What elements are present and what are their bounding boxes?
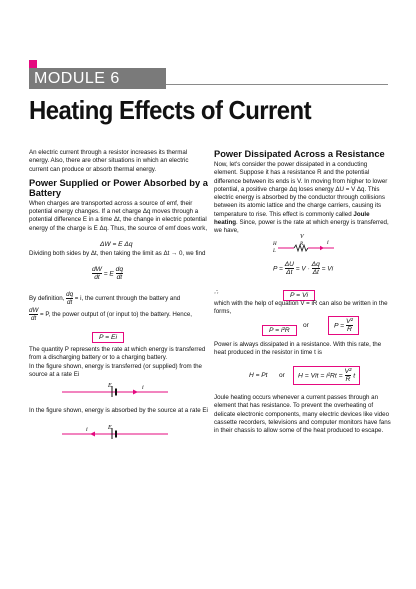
- joule-text-b: . Since, power is the rate at which energy is transferred, we have,: [214, 219, 389, 235]
- or-label-2: or: [279, 372, 285, 379]
- power-output-text: = P, the power output of (or input to) the battery. Hence,: [40, 311, 192, 319]
- figure-battery-absorbing: [60, 424, 170, 440]
- module-marker: [29, 60, 37, 68]
- frac-den: dt: [94, 274, 100, 281]
- left-lower-text: [29, 346, 209, 379]
- label-e: E: [108, 383, 112, 389]
- paragraph-quantity-p: The quantity P represents the rate at which energy is transferred from a discharging battery or to a charging battery.: [29, 346, 206, 362]
- frac-den: R: [345, 375, 351, 383]
- frac-num: dq: [66, 291, 74, 298]
- equation-power-rate: [273, 261, 333, 276]
- box-p-v2r: [328, 314, 359, 335]
- def-text-b: = i, the current through the battery and: [74, 295, 181, 303]
- page-title: Heating Effects of Current: [29, 95, 312, 125]
- right-column: [214, 149, 392, 236]
- left-column: [29, 149, 209, 233]
- frac-den: R: [346, 325, 352, 333]
- box-p-ei: [92, 326, 124, 344]
- current-arrow: [90, 432, 95, 437]
- paragraph-definition: [29, 291, 214, 306]
- frac-num: ΔU: [284, 261, 294, 268]
- label-e: E: [108, 425, 112, 431]
- label-i: i: [142, 385, 144, 391]
- figure-battery-supplying: [60, 382, 170, 398]
- box-heat: [293, 364, 360, 385]
- equation-dwdt: [92, 266, 123, 281]
- paragraph-figure-absorbed: In the figure shown, energy is absorbed by the source at a rate Ei: [29, 407, 208, 414]
- def-text-a: By definition,: [29, 295, 65, 303]
- eq-mid: = E: [103, 270, 114, 278]
- frac-den: dt: [31, 315, 37, 322]
- frac-num: dW: [92, 266, 102, 273]
- equation-dw: ΔW = E Δq: [100, 241, 133, 248]
- equation-h-pt: H = Pt: [249, 372, 268, 379]
- paragraph-power-output: [29, 307, 214, 322]
- label-v: V: [300, 234, 304, 240]
- eq-mid: = V ·: [295, 265, 310, 273]
- paragraph-figure-supplied: In the figure shown, energy is transferred (or supplied) from the source at a rate Ei: [29, 362, 202, 378]
- paragraph-joule-occurs: Joule heating occurs whenever a current passes through an element that has resistance. To prevent the overheating of delicate electronic components, many electric devices like video cassette recorders, televisions and computer monitors have fans in their chassis to allow some of the heat produced to escape.: [214, 394, 391, 435]
- formula-p-i2r: P = i²R: [262, 325, 297, 336]
- heading-power-dissipated: Power Dissipated Across a Resistance: [214, 149, 385, 159]
- frac-den: Δt: [312, 269, 319, 276]
- heading-power-supplied: Power Supplied or Power Absorbed by a Battery: [29, 177, 208, 198]
- formula-p-ei: P = Ei: [92, 332, 124, 343]
- frac-den: dt: [67, 299, 73, 306]
- intro-paragraph: An electric current through a resistor increases its thermal energy. Also, there are other situations in which an electric current can produce or absorb thermal energy.: [29, 149, 189, 173]
- module-rule: [166, 84, 388, 85]
- label-l: L: [273, 249, 276, 254]
- p-v2r-lhs: P =: [334, 322, 345, 329]
- frac-num: V²: [346, 317, 353, 325]
- frac-num: dq: [115, 266, 124, 273]
- paragraph-emf: When charges are transported across a source of emf, their potential energy changes. If a net charge Δq moves through a potential difference E in a time Δt, the change in electric potential energy of the charge is E Δq. Thus, the source of emf does work,: [29, 199, 208, 232]
- box-p-i2r: [262, 319, 297, 337]
- module-label: MODULE 6: [34, 70, 120, 87]
- current-arrow: [320, 246, 324, 250]
- or-label: or: [303, 322, 309, 329]
- paragraph-divide: Dividing both sides by Δt, then taking the limit as Δt → 0, we find: [29, 250, 206, 257]
- current-arrow: [133, 390, 138, 395]
- therefore-symbol: ∴: [214, 289, 219, 296]
- paragraph-heat-produced: Power is always dissipated in a resistance. With this rate, the heat produced in the resistor in time t is: [214, 341, 382, 357]
- heat-end: t: [353, 372, 356, 379]
- paragraph-joule: [214, 161, 392, 236]
- frac-num: V²: [344, 367, 352, 375]
- eq-end: = Vi: [321, 265, 334, 273]
- joule-text-a: Now, let's consider the power dissipated in a conducting element. Suppose it has a resistance R and the potential difference between its ends is V. In moving from higher to lower potential, a positive charge Δq loses energy ΔU = V Δq. This electric energy is absorbed by the conductor through collisions between its atomic lattice and the charge carriers, causing its temperature to rise. This effect is commonly called: [214, 161, 388, 218]
- frac-num: dW: [29, 307, 39, 314]
- eq-lhs: P =: [273, 265, 283, 273]
- frac-den: Δt: [286, 269, 293, 276]
- figure-resistor: [270, 232, 340, 254]
- joule-heating-term: Joule heating: [214, 210, 370, 227]
- label-r: R: [300, 242, 304, 247]
- label-h: H: [273, 242, 277, 247]
- frac-num: Δq: [311, 261, 320, 268]
- label-i: i: [86, 427, 88, 433]
- heat-lhs: H = Vit = i²Rt =: [298, 372, 343, 379]
- frac-den: dt: [116, 274, 123, 281]
- formula-p-vi: P = Vi: [283, 290, 315, 301]
- label-i: i: [327, 240, 329, 246]
- paragraph-forms: which with the help of equation V = iR can also be written in the forms,: [214, 300, 388, 316]
